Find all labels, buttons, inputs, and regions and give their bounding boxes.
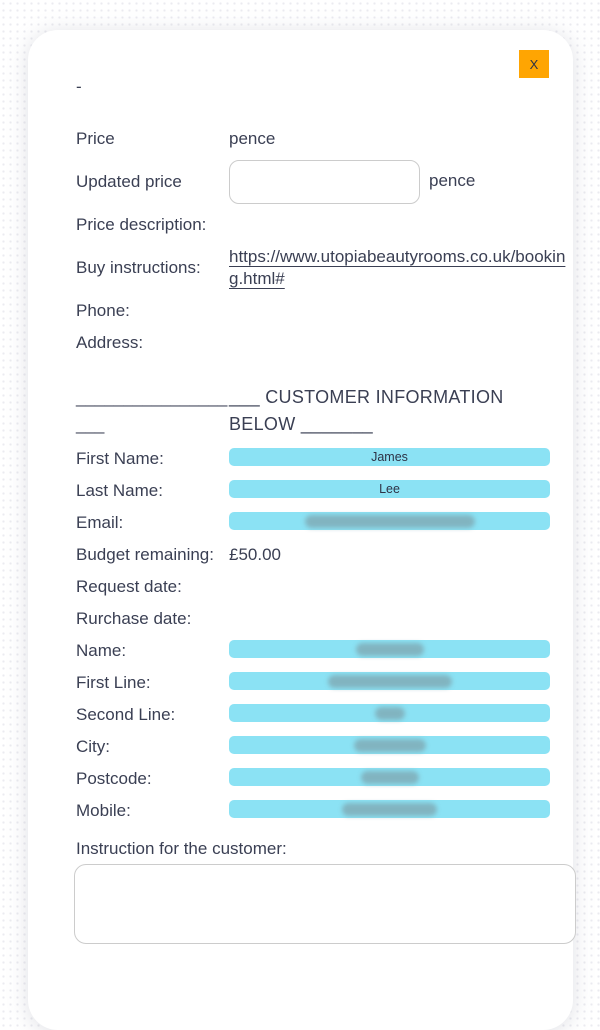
last-name-pill-text: Lee <box>379 482 400 496</box>
phone-label: Phone: <box>76 301 130 320</box>
name-label: Name: <box>76 641 127 660</box>
postcode-redacted-text <box>361 771 419 784</box>
close-button[interactable]: X <box>519 50 549 78</box>
customer-info-separator-value: ___ CUSTOMER INFORMATION BELOW _______ <box>229 387 504 434</box>
first-name-row <box>76 448 573 470</box>
mobile-redacted-text <box>342 803 437 816</box>
price-description-label: Price description: <box>76 215 207 234</box>
budget-remaining-value: £50.00 <box>229 545 281 564</box>
updated-price-row <box>76 160 573 204</box>
city-label: City: <box>76 737 110 756</box>
purchase-date-row <box>76 608 573 630</box>
phone-value <box>229 300 573 322</box>
buy-instructions-label: Buy instructions: <box>76 258 201 277</box>
mobile-label: Mobile: <box>76 801 131 820</box>
first-name-pill <box>229 448 550 466</box>
first-name-pill-text: James <box>371 450 408 464</box>
updated-price-label: Updated price <box>76 172 182 191</box>
mobile-row <box>76 800 573 822</box>
price-description-value <box>229 214 573 236</box>
budget-remaining-label: Budget remaining: <box>76 545 214 564</box>
request-date-label: Request date: <box>76 577 182 596</box>
second-line-label: Second Line: <box>76 705 176 724</box>
price-value: pence <box>229 129 276 148</box>
first-line-label: First Line: <box>76 673 151 692</box>
request-date-value <box>229 576 573 598</box>
name-redacted-text <box>356 643 424 656</box>
city-row <box>76 736 573 758</box>
last-name-pill <box>229 480 550 498</box>
city-value <box>229 736 573 758</box>
instruction-for-customer-textarea[interactable] <box>74 864 576 944</box>
modal-title-dash: - <box>76 77 82 96</box>
email-value <box>229 512 573 534</box>
name-value <box>229 640 573 662</box>
first-line-redacted-text <box>328 675 452 688</box>
buy-instructions-row <box>76 246 573 290</box>
customer-info-separator-label: ___________________ <box>76 388 228 434</box>
city-pill <box>229 736 550 754</box>
purchase-date-label: Rurchase date: <box>76 609 192 628</box>
email-label: Email: <box>76 513 124 532</box>
email-row <box>76 512 573 534</box>
first-line-value <box>229 672 573 694</box>
price-row <box>76 128 573 150</box>
address-label: Address: <box>76 333 144 352</box>
second-line-row <box>76 704 573 726</box>
budget-remaining-row <box>76 544 573 566</box>
updated-price-value <box>229 160 573 204</box>
postcode-row <box>76 768 573 790</box>
mobile-pill <box>229 800 550 818</box>
form-rows <box>76 128 573 822</box>
last-name-label: Last Name: <box>76 481 163 500</box>
second-line-value <box>229 704 573 726</box>
postcode-label: Postcode: <box>76 769 152 788</box>
first-line-row <box>76 672 573 694</box>
instruction-for-customer-label: Instruction for the customer: <box>76 839 287 858</box>
price-description-row <box>76 214 573 236</box>
request-date-row <box>76 576 573 598</box>
name-pill <box>229 640 550 658</box>
product-details-modal <box>28 30 573 1030</box>
postcode-value <box>229 768 573 790</box>
city-redacted-text <box>354 739 426 752</box>
first-name-value <box>229 448 573 470</box>
name-row <box>76 640 573 662</box>
customer-info-separator-row <box>76 384 573 438</box>
last-name-value <box>229 480 573 502</box>
email-pill <box>229 512 550 530</box>
first-name-label: First Name: <box>76 449 164 468</box>
price-label: Price <box>76 129 115 148</box>
last-name-row <box>76 480 573 502</box>
first-line-pill <box>229 672 550 690</box>
second-line-redacted-text <box>375 707 405 720</box>
purchase-date-value <box>229 608 573 630</box>
mobile-value <box>229 800 573 822</box>
second-line-pill <box>229 704 550 722</box>
updated-price-input[interactable] <box>229 160 420 204</box>
address-value <box>229 332 573 354</box>
buy-instructions-link[interactable]: https://www.utopiabeautyrooms.co.uk/booking.html# <box>229 247 566 288</box>
updated-price-suffix: pence <box>429 171 476 191</box>
buy-instructions-value <box>229 246 573 290</box>
phone-row <box>76 300 573 322</box>
email-redacted-text <box>305 515 475 528</box>
address-row <box>76 332 573 354</box>
postcode-pill <box>229 768 550 786</box>
